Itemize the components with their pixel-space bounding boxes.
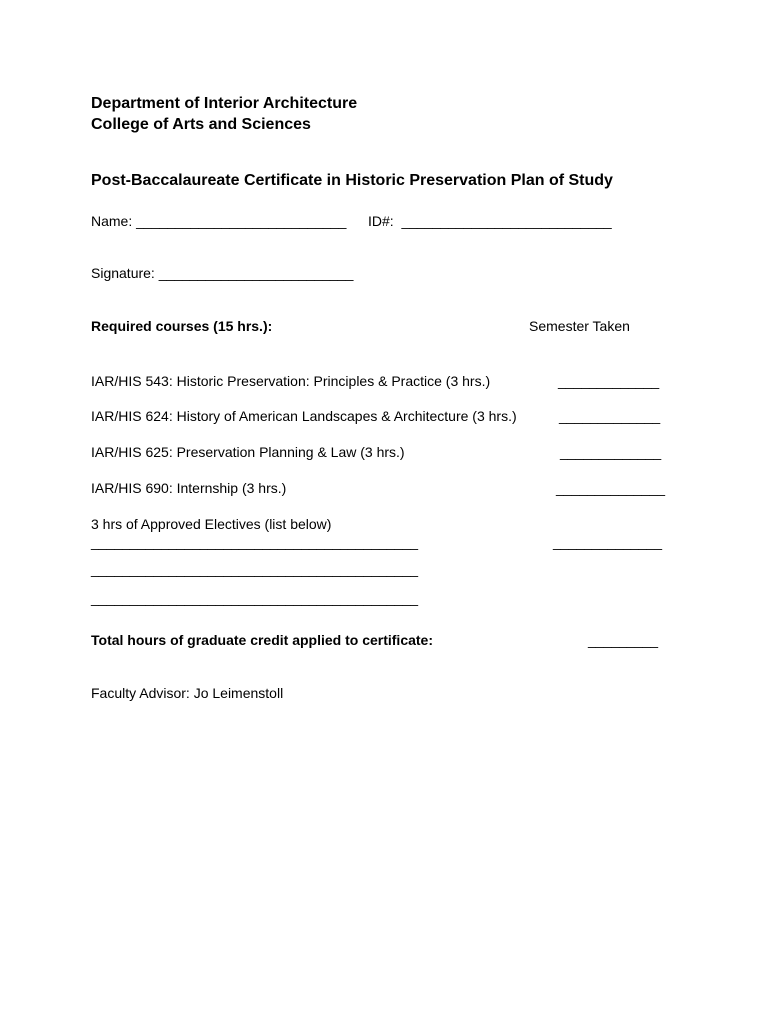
course-title: IAR/HIS 690: Internship (3 hrs.)	[91, 480, 287, 496]
course-title: IAR/HIS 624: History of American Landscapes & Architecture (3 hrs.)	[91, 408, 517, 424]
elective-line[interactable]: __________________________________________	[91, 561, 419, 577]
department-heading: Department of Interior Architecture	[91, 95, 358, 112]
semester-blank[interactable]: _____________	[559, 408, 661, 424]
electives-semester-blank[interactable]: ______________	[553, 534, 663, 550]
semester-blank[interactable]: ______________	[556, 480, 666, 496]
faculty-advisor: Faculty Advisor: Jo Leimenstoll	[91, 685, 284, 701]
college-heading: College of Arts and Sciences	[91, 116, 311, 133]
course-title: IAR/HIS 543: Historic Preservation: Principles & Practice (3 hrs.)	[91, 373, 491, 389]
form-title: Post-Baccalaureate Certificate in Historic Preservation Plan of Study	[91, 172, 613, 189]
total-hours-label: Total hours of graduate credit applied to certificate:	[91, 632, 434, 648]
signature-field[interactable]: Signature: _________________________	[91, 265, 354, 281]
semester-taken-label: Semester Taken	[529, 318, 630, 334]
elective-line[interactable]: __________________________________________	[91, 534, 419, 550]
semester-blank[interactable]: _____________	[560, 444, 662, 460]
semester-blank[interactable]: _____________	[558, 373, 660, 389]
electives-label: 3 hrs of Approved Electives (list below)	[91, 516, 332, 532]
required-courses-label: Required courses (15 hrs.):	[91, 318, 273, 334]
elective-line[interactable]: __________________________________________	[91, 590, 419, 606]
total-hours-blank[interactable]: _________	[588, 632, 659, 648]
id-field[interactable]: ID#: ___________________________	[368, 213, 612, 229]
name-field[interactable]: Name: ___________________________	[91, 213, 347, 229]
course-title: IAR/HIS 625: Preservation Planning & Law (3 hrs.)	[91, 444, 405, 460]
